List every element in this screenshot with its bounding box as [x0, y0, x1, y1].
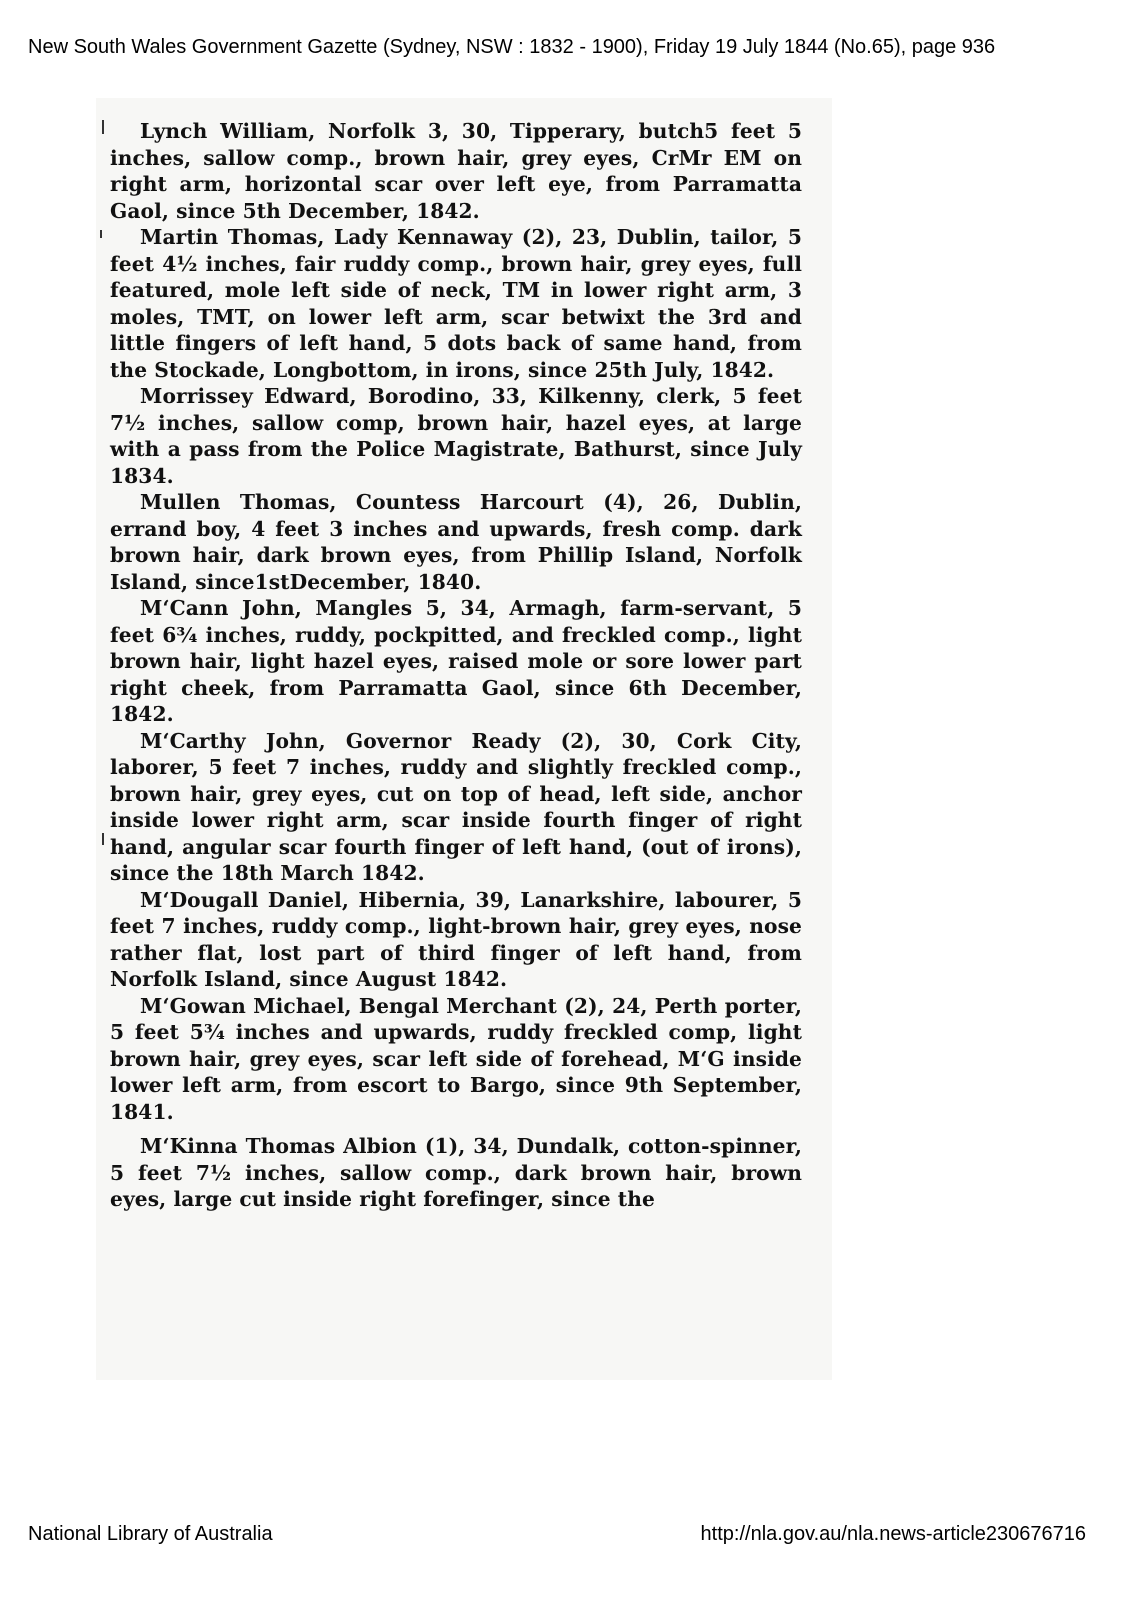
notice-entry: M‘Cann John, Mangles 5, 34, Armagh, farm-servant, 5 feet 6¾ inches, ruddy, pockpitted, and freckled comp., light brown hair, light hazel eyes, raised mole or sore lower part right cheek, from Parramatta Gaol, since 6th December, 1842. [110, 596, 802, 726]
notice-entry: M‘Carthy John, Governor Ready (2), 30, Cork City, laborer, 5 feet 7 inches, ruddy and slightly freckled comp., brown hair, grey eyes, cut on top of head, left side, anchor inside lower right arm, scar inside fourth finger of right hand, angular scar fourth finger of left hand, (out of irons), since the 18th March 1842. [110, 728, 802, 885]
notice-entry: M‘Dougall Daniel, Hibernia, 39, Lanarkshire, labourer, 5 feet 7 inches, ruddy comp., light-brown hair, grey eyes, nose rather flat, lost part of third finger of left hand, from Norfolk Island, since August 1842. [110, 887, 802, 991]
notice-entry: M‘Kinna Thomas Albion (1), 34, Dundalk, cotton-spinner, 5 feet 7½ inches, sallow comp., dark brown hair, brown eyes, large cut inside right forefinger, since the [110, 1134, 802, 1211]
notice-entry: Lynch William, Norfolk 3, 30, Tipperary, butch5 feet 5 inches, sallow comp., brown hair, grey eyes, CrMr EM on right arm, horizontal scar over left eye, from Parramatta Gaol, since 5th December, 1842. [110, 119, 802, 223]
notice-entry: Mullen Thomas, Countess Harcourt (4), 26, Dublin, errand boy, 4 feet 3 inches and upwards, fresh comp. dark brown hair, dark brown eyes, from Phillip Island, Norfolk Island, since1stDecember, 1840. [110, 490, 802, 594]
citation-header: New South Wales Government Gazette (Sydney, NSW : 1832 - 1900), Friday 19 July 1844 (No.65), page 936 [28, 36, 996, 58]
gazette-text [110, 118, 802, 1213]
margin-mark [102, 120, 104, 134]
notice-entry: Morrissey Edward, Borodino, 33, Kilkenny, clerk, 5 feet 7½ inches, sallow comp, brown hair, hazel eyes, at large with a pass from the Police Magistrate, Bathurst, since July 1834. [110, 384, 802, 488]
margin-mark [102, 833, 104, 845]
gazette-clipping [96, 98, 832, 1380]
source-footer: National Library of Australia [28, 1523, 273, 1545]
margin-mark [100, 230, 102, 238]
article-url[interactable]: http://nla.gov.au/nla.news-article230676716 [700, 1523, 1086, 1545]
notice-entry: M‘Gowan Michael, Bengal Merchant (2), 24, Perth porter, 5 feet 5¾ inches and upwards, ruddy freckled comp, light brown hair, grey eyes, scar left side of forehead, M‘G inside lower left arm, from escort to Bargo, since 9th September, 1841. [110, 993, 802, 1124]
notice-entry: Martin Thomas, Lady Kennaway (2), 23, Dublin, tailor, 5 feet 4½ inches, fair ruddy comp., brown hair, grey eyes, full featured, mole left side of neck, TM in lower right arm, 3 moles, TMT, on lower left arm, scar betwixt the 3rd and little fingers of left hand, 5 dots back of same hand, from the Stockade, Longbottom, in irons, since 25th July, 1842. [110, 225, 802, 382]
